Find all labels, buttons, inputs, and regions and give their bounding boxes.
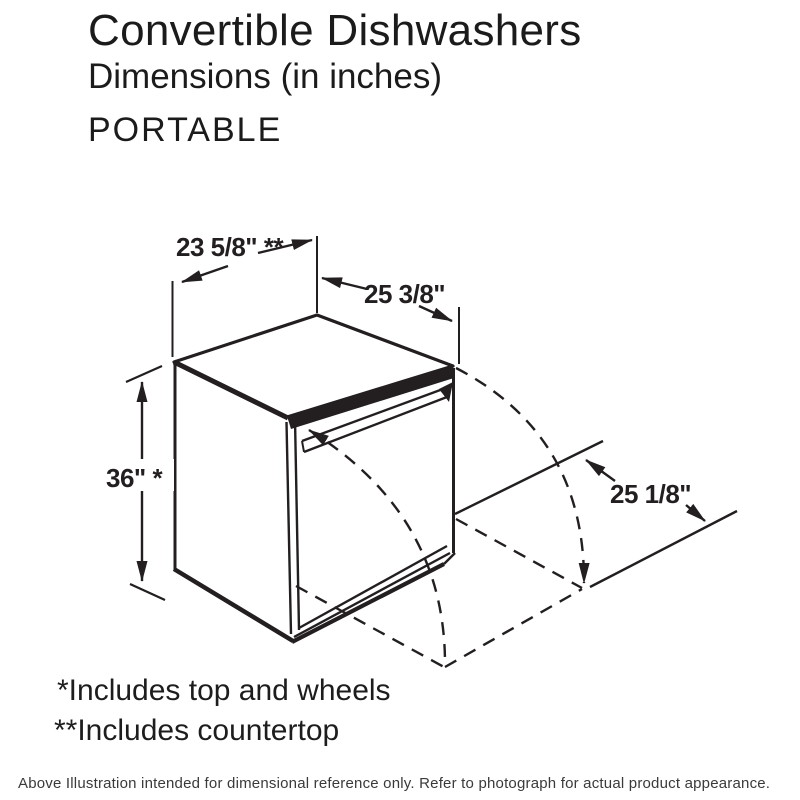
arrow-to-near-line bbox=[586, 460, 615, 481]
bottom-left-edge bbox=[174, 569, 293, 641]
open-door-top-edge bbox=[456, 519, 582, 588]
open-depth-reference-lines bbox=[455, 441, 737, 587]
category-label: PORTABLE bbox=[88, 111, 283, 149]
page-subtitle: Dimensions (in inches) bbox=[88, 57, 443, 96]
base-top-edge bbox=[294, 553, 450, 637]
dimension-label-top-width: 23 5/8" ** bbox=[176, 232, 284, 262]
open-depth-line-far bbox=[590, 511, 737, 587]
dimension-label-height: 36" * bbox=[106, 463, 163, 493]
dimension-height bbox=[102, 366, 174, 600]
dimension-door-open bbox=[586, 460, 705, 521]
arrow-to-left-corner bbox=[182, 266, 228, 282]
footnote-countertop: **Includes countertop bbox=[54, 714, 340, 747]
base-bottom-edge bbox=[292, 564, 444, 642]
open-depth-line-near bbox=[455, 441, 603, 514]
height-tick-bottom bbox=[130, 584, 165, 600]
front-corner-edge-outer bbox=[287, 422, 292, 634]
door-bottom-edge bbox=[299, 546, 447, 628]
height-tick-top bbox=[126, 366, 162, 382]
door-swing-arc-right bbox=[456, 368, 584, 583]
dishwasher-cabinet bbox=[174, 315, 455, 642]
arrow-to-apex-line bbox=[322, 278, 367, 289]
dimension-label-door-open: 25 1/8" bbox=[610, 479, 692, 509]
handle-groove-left-cap bbox=[302, 441, 304, 452]
dimension-label-top-depth: 25 3/8" bbox=[364, 279, 446, 309]
open-door-outer-edge bbox=[445, 589, 582, 667]
footnote-top-and-wheels: *Includes top and wheels bbox=[57, 674, 391, 707]
disclaimer-caption: Above Illustration intended for dimensional reference only. Refer to photograph for actual product appearance. bbox=[18, 775, 771, 792]
page-title: Convertible Dishwashers bbox=[88, 6, 582, 55]
front-corner-edge-inner bbox=[295, 419, 299, 630]
